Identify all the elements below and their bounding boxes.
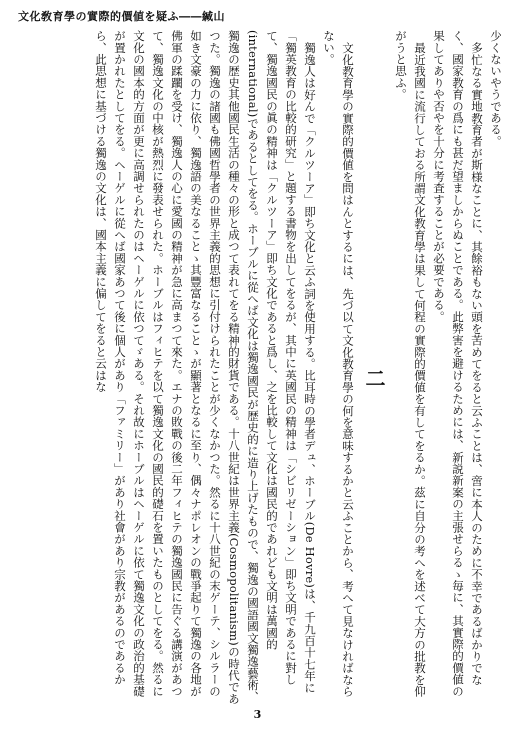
- paragraph: 文化教育學の實際的價値を問はんとするには、先づ以て文化教育學の何を意味するかと云ふことから、考へて見なければならない。: [322, 30, 355, 697]
- paragraph: 獨逸人は好んで「クルツーア」即ち文化と云ふ詞を使用する。比耳時の學者デュ、ホーブル(De Hovre)は、千九百十七年に「獨英教育の比較的研究」と題する書物を出してをるが、其中に英國民の精神は「シビリゼーション」即ち文明であるに對して、獨逸國民の眞の精神は「クルツーア」即ち文化であると爲し、之を比較して文化は國民的であれども文明は萬國的(international)であるとしてをる。ホーブルに從へば文化は獨逸國民が歴史的に造り上げたもので、獨逸の國語國文獨逸藝術、獨逸の歴史其他國民生活の種々の形と成つて表れてをる精神的財貨である。十八世紀は世界主義(Cosmopolitanism)の時代であつた。獨逸の諸國も佛國哲學者の世界主義的思想に引付けられたことが少くなかつた。然るに十八世紀の末ゲーテ、シルラーの如き文豪の力に依り、獨逸語の美なることゝ其豐富なることゝが顯著となるに至り、偶々ナポレオンの戰爭起りて獨逸の各地が佛軍の蹂躙を受け、獨逸人の心に愛國の精神が急に高まつて來た。エナの敗戰の後二年フィヒテの獨逸國民に告ぐる講演があつて、獨逸文化の中核が熱烈に發表せられた。ホーブルはフィヒテを以て獨逸文化の國民的礎石を置いたものとしてをる。然るに文化の國本的方面が更に高調せられたのはヘーゲルに依つてゞある。それ故にホーブルはヘーゲルに依て獨逸文化の政治的基礎が置かれたとしてをる。ヘーゲルに從へば國家あつて後に個人があり「ファミリー」があり社會があり宗教があるのであるから、此思想に基づける獨逸の文化は、國本主義に偏してをると云はな: [94, 30, 317, 705]
- running-head: 文化敎育學の實際的價値を疑ふ――緘山: [18, 10, 225, 23]
- paragraph: 多忙なる實地教育者が斯様なことに、其餘裕もない頭を苦めてをると云ふことは、啻に本人のために不幸であるばかりでなく、國家教育の爲にも甚だ望ましからぬことである。此弊害を避けるためには、新説新案の主張せらるゝ毎に、其實際的價値の果してありや否やを十分に考査することが必要である。: [432, 30, 484, 697]
- body-text: [15, 30, 505, 706]
- paragraph: 最近我國に流行しておる所謂文化教育學は果して何程の實際的價値を有してをるか。茲に自分の考へを述べて大方の批教を仰がうと思ふ。: [394, 30, 427, 697]
- paragraph: 少くないやうである。: [489, 30, 503, 147]
- page-number: 3: [253, 708, 262, 721]
- section-number: 二: [362, 367, 386, 389]
